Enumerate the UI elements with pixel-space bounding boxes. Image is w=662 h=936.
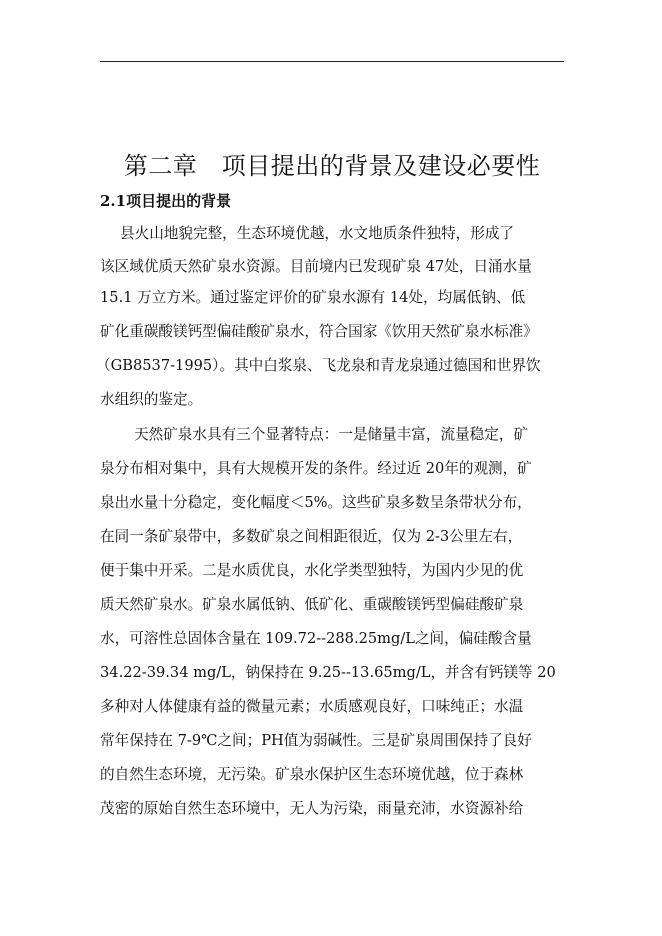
- paragraph-1-line: （GB8537-1995）。其中白浆泉、飞龙泉和青龙泉通过德国和世界饮: [96, 357, 541, 374]
- paragraph-2-line: 天然矿泉水具有三个显著特点：一是储量丰富，流量稳定，矿: [134, 426, 529, 443]
- paragraph-2-line: 茂密的原始自然生态环境中，无人为污染，雨量充沛，水资源补给: [100, 800, 524, 817]
- section-heading: 2.1项目提出的背景: [100, 192, 232, 210]
- paragraph-2-line: 水，可溶性总固体含量在 109.72--288.25mg/L之间，偏硅酸含量: [100, 630, 532, 647]
- paragraph-2-line: 质天然矿泉水。矿泉水属低钠、低矿化、重碳酸镁钙型偏硅酸矿泉: [100, 596, 524, 613]
- chapter-title: 第二章 项目提出的背景及建设必要性: [123, 152, 541, 180]
- paragraph-2-line: 泉出水量十分稳定，变化幅度＜5%。这些矿泉多数呈条带状分布，: [100, 494, 532, 511]
- paragraph-1-line: 该区域优质天然矿泉水资源。目前境内已发现矿泉 47处，日涌水量: [100, 258, 532, 275]
- header-rule: [100, 61, 564, 62]
- paragraph-2-line: 多种对人体健康有益的微量元素；水质感观良好，口味纯正；水温: [100, 698, 524, 715]
- paragraph-2-line: 便于集中开采。二是水质优良，水化学类型独特，为国内少见的优: [100, 562, 524, 579]
- paragraph-1-line: 水组织的鉴定。: [100, 391, 203, 408]
- paragraph-2-line: 常年保持在 7-9℃之间；PH值为弱碱性。三是矿泉周围保持了良好: [100, 732, 532, 749]
- paragraph-1-line: 县火山地貌完整，生态环境优越，水文地质条件独特，形成了: [120, 225, 515, 242]
- paragraph-1-line: 15.1 万立方米。通过鉴定评价的矿泉水源有 14处，均属低钠、低: [100, 289, 526, 306]
- paragraph-1-line: 矿化重碳酸镁钙型偏硅酸矿泉水，符合国家《饮用天然矿泉水标准》: [100, 323, 538, 340]
- paragraph-2-line: 34.22-39.34 mg/L，钠保持在 9.25--13.65mg/L，并含有钙镁等 20: [100, 664, 556, 681]
- paragraph-2-line: 泉分布相对集中，具有大规模开发的条件。经过近 20年的观测，矿: [100, 460, 532, 477]
- paragraph-2-line: 的自然生态环境，无污染。矿泉水保护区生态环境优越，位于森林: [100, 766, 524, 783]
- paragraph-2-line: 在同一条矿泉带中，多数矿泉之间相距很近，仅为 2-3公里左右，: [100, 528, 523, 545]
